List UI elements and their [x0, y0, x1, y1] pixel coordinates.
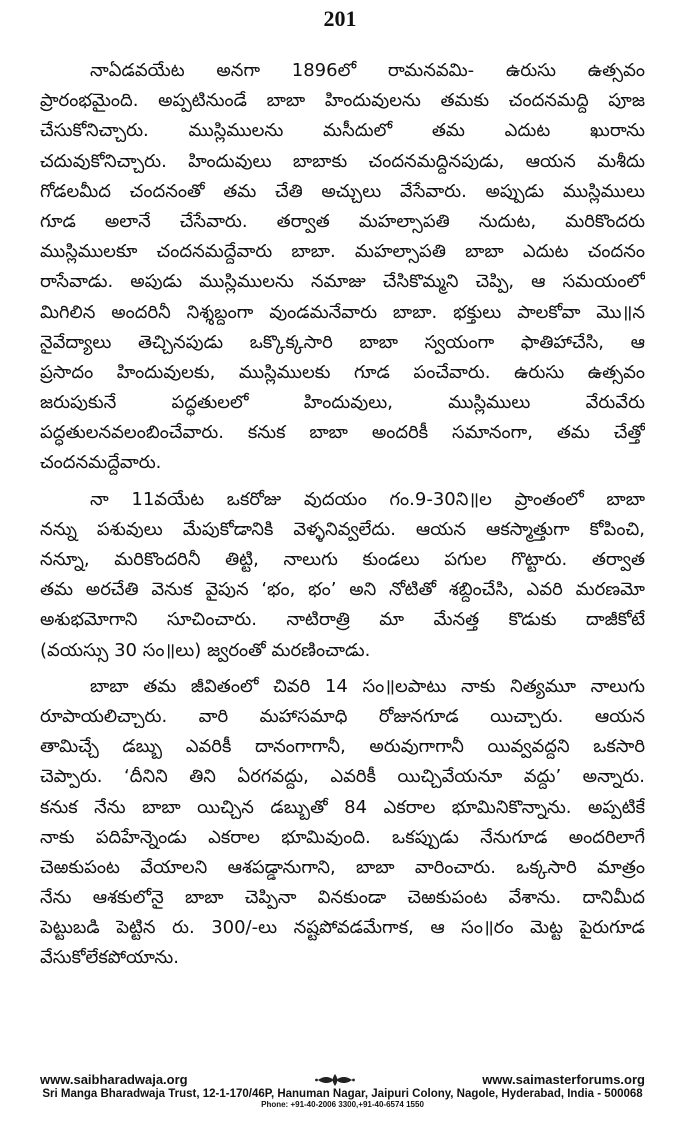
paragraph [40, 485, 645, 666]
text-line: నన్నూ, మరికొందరినీ తిట్టి, నాలుగు కుండలు పగుల గొట్టారు. తర్వాత [40, 549, 645, 570]
text-line: పెట్టుబడి పెట్టిన రు. 300/-లు నష్టపోవడమేగాక, ఆ సం॥రం మెట్ట పైరుగూడ [40, 917, 645, 939]
text-line: ప్రారంభమైంది. అప్పటినుండే బాబా హిందువులను తమకు చందనమద్ది పూజ [40, 90, 645, 112]
text-line: నా 11వయేట ఒకరోజు వుదయం గం.9-30ని॥ల ప్రాంతంలో బాబా [90, 488, 645, 510]
text-line: నాఏడవయేట అనగా 1896లో రామనవమి- ఉరుసు ఉత్సవం [90, 60, 645, 81]
footer-links-row [40, 1072, 645, 1087]
page-number: 201 [323, 6, 357, 31]
text-line: రూపాయలిచ్చారు. వారి మహాసమాధి రోజునగూడ యిచ్చారు. ఆయన [40, 705, 645, 727]
text-line: చెప్పారు. ‘దీనిని తిని ఏరగవద్దు, ఎవరికీ యిచ్చివేయనూ వద్దు’ అన్నారు. [40, 766, 645, 788]
text-line: కనుక నేను బాబా యిచ్చిన డబ్బుతో 84 ఎకరాల భూమినికొన్నాను. అప్పటికే [40, 796, 645, 818]
text-line: చందనమద్దేవారు. [40, 452, 162, 474]
website-link-right[interactable]: www.saimasterforums.org [482, 1072, 645, 1087]
text-line: నేను ఆశకులోనై బాబా చెప్పినా వినకుండా చెఱకుపంట వేశాను. దానిమీద [40, 887, 645, 909]
text-line: వేసుకోలేకపోయాను. [40, 947, 179, 969]
text-line: అశుభమోగాని సూచించారు. నాటిరాత్రి మా మేనత్త కొడుకు దాజీకోటే [40, 609, 645, 631]
text-line: గూడ అలానే చేసేవారు. తర్వాత మహల్సాపతి నుదుట, మరికొందరు [40, 210, 645, 232]
text-line: నాకు పదిహేన్నెండు ఎకరాల భూమివుంది. ఒకప్పుడు నేనుగూడ అందరిలాగే [40, 826, 645, 848]
text-line: బాబా తమ జీవితంలో చివరి 14 సం॥లపాటు నాకు నిత్యమూ నాలుగు [90, 675, 645, 697]
paragraph [40, 56, 645, 479]
text-line: చదువుకోనిచ్చారు. హిందువులు బాబాకు చందనమద్దినపుడు, ఆయన మశీదు [40, 150, 645, 172]
text-line: గోడలమీద చందనంతో తమ చేతి అచ్చులు వేసేవారు. అప్పుడు ముస్లిములు [40, 180, 645, 202]
text-line: నన్ను పశువులు మేపుకోడానికి వెళ్ళనివ్వలేదు. ఆయన ఆకస్మాత్తుగా కోపించి, [40, 518, 645, 540]
text-line: ప్రసాదం హిందువులకు, ముస్లిములకు గూడ పంచేవారు. ఉరుసు ఉత్సవం [40, 361, 645, 383]
text-line: తామిచ్చే డబ్బు ఎవరికీ దానంగాగానీ, అరువుగాగానీ యివ్వవద్దని ఒకసారి [40, 736, 645, 758]
text-line: మిగిలిన అందరినీ నిశ్శబ్దంగా వుండమనేవారు బాబా. భక్తులు పాలకోవా మొ॥న [40, 301, 645, 323]
text-line: రాసేవాడు. అపుడు ముస్లిములను నమాజు చేసికొమ్మని చెప్పి, ఆ సమయంలో [40, 271, 645, 293]
text-line: జరుపుకునే పద్ధతులలో హిందువులు, ముస్లిములు వేరువేరు [40, 392, 645, 414]
text-line: (వయస్సు 30 సం॥లు) జ్వరంతో మరణించాడు. [40, 639, 371, 661]
trust-address: Sri Manga Bharadwaja Trust, 12-1-170/46P, Hanuman Nagar, Jaipuri Colony, Nagole, Hyderabad, India - 500068 [42, 1088, 643, 1100]
body-text [40, 56, 645, 980]
text-line: పద్ధతులనవలంబించేవారు. కనుక బాబా అందరికీ సమానంగా, తమ చేత్తో [40, 422, 645, 444]
website-link-left[interactable]: www.saibharadwaja.org [40, 1072, 188, 1087]
trust-phone: Phone: +91-40-2006 3300,+91-40-6574 1550 [261, 1100, 424, 1109]
text-line: నైవేద్యాలు తెచ్చినపుడు ఒక్కొక్కసారి బాబా స్వయంగా ఫాతిహాచేసి, ఆ [40, 331, 645, 353]
text-line: చెఱకుపంట వేయాలని ఆశపడ్డానుగాని, బాబా వారించారు. ఒక్కసారి మాత్రం [40, 856, 645, 878]
text-line: తమ అరచేతి వెనుక వైపున ‘భం, భం’ అని నోటితో శబ్దించేసి, ఎవరి మరణమో [40, 579, 645, 601]
page-footer [40, 1072, 645, 1109]
floral-ornament-icon [315, 1073, 355, 1087]
text-line: ముస్లిములకూ చందనమద్దేవారు బాబా. మహల్సాపతి బాబా ఎదుట చందనం [40, 241, 645, 263]
paragraph [40, 672, 645, 974]
text-line: చేసుకోనిచ్చారు. ముస్లిములను మసీదులో తమ ఎదుట ఖురాను [40, 120, 645, 142]
